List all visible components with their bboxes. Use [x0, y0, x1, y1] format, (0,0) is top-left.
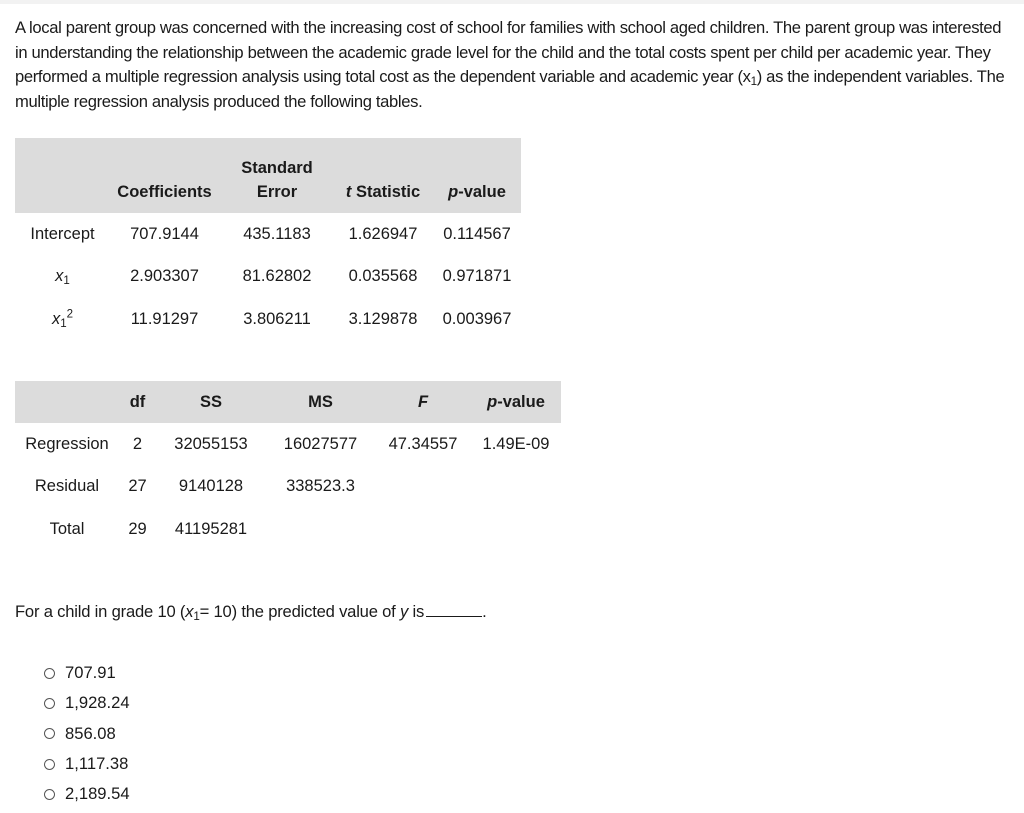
t-statistic-cell: 0.035568	[348, 267, 418, 286]
answer-option[interactable]	[44, 658, 130, 688]
intro-text-1: A local parent group was concerned with the increasing cost of school for families with school aged children. The parent group was interested in understanding the relationship between the academic grade level for the child and the total costs spent per child per academic year. They performed a multiple regression analysis using total cost as the dependent variable and academic year (x	[15, 18, 1002, 86]
header-t-statistic	[333, 138, 433, 213]
f-cell: 47.34557	[388, 434, 458, 453]
row-label	[15, 298, 108, 341]
radio-button-icon[interactable]	[44, 789, 55, 800]
header-blank	[15, 381, 119, 423]
table-row	[15, 298, 521, 341]
radio-button-icon[interactable]	[44, 668, 55, 679]
row-label: Intercept	[30, 224, 95, 243]
answer-blank	[426, 600, 482, 617]
header-t-italic: t	[345, 183, 352, 201]
row-label-var: x	[55, 267, 64, 286]
p-value-cell	[471, 508, 561, 551]
header-coefficients: Coefficients	[108, 138, 221, 213]
option-label: 2,189.54	[65, 784, 130, 804]
row-label	[15, 256, 108, 299]
header-p-rest: -value	[458, 183, 506, 201]
header-ss: SS	[156, 381, 266, 423]
problem-intro	[15, 16, 1010, 114]
row-label-sup: 2	[66, 308, 74, 321]
row-label: Total	[49, 519, 85, 538]
answer-options	[44, 658, 130, 809]
question-text-3: is	[408, 602, 425, 621]
option-label: 1,117.38	[65, 754, 129, 774]
question-sub: 1	[193, 609, 200, 623]
anova-table	[15, 381, 561, 551]
answer-option[interactable]	[44, 749, 130, 779]
table-row	[15, 423, 561, 466]
ms-cell	[266, 508, 375, 551]
p-value-cell: 1.49E-09	[482, 434, 550, 453]
header-blank	[15, 138, 108, 213]
coefficient-cell: 707.9144	[130, 224, 199, 243]
ss-cell: 41195281	[174, 519, 248, 538]
p-value-cell: 0.003967	[442, 309, 512, 328]
header-standard-error	[221, 138, 333, 213]
df-cell: 29	[128, 519, 147, 538]
header-se-line1: Standard	[241, 159, 313, 177]
radio-button-icon[interactable]	[44, 728, 55, 739]
row-label-var: x	[51, 309, 61, 328]
header-se-line2: Error	[256, 183, 298, 201]
answer-option[interactable]	[44, 779, 130, 809]
t-statistic-cell: 3.129878	[348, 309, 418, 328]
option-label: 856.08	[65, 723, 116, 743]
intro-subscript: 1	[750, 74, 757, 88]
p-value-cell: 0.971871	[442, 267, 512, 286]
standard-error-cell: 435.1183	[243, 224, 311, 243]
header-p-rest: -value	[497, 392, 545, 411]
f-cell	[375, 466, 471, 509]
coefficient-cell: 2.903307	[130, 267, 199, 286]
row-label: Residual	[34, 477, 100, 496]
radio-button-icon[interactable]	[44, 759, 55, 770]
header-ms: MS	[266, 381, 375, 423]
table-row	[15, 466, 561, 509]
header-p-value	[433, 138, 521, 213]
header-df: df	[119, 381, 156, 423]
row-label: Regression	[25, 434, 109, 453]
header-p-italic: p	[448, 183, 459, 201]
header-p-italic: p	[487, 392, 498, 411]
question-text-1: For a child in grade 10 (	[15, 602, 186, 621]
header-f: F	[375, 381, 471, 423]
coefficients-header-row	[15, 138, 521, 213]
standard-error-cell: 81.62802	[242, 267, 312, 286]
header-t-rest: Statistic	[351, 183, 421, 201]
option-label: 1,928.24	[65, 693, 130, 713]
coefficient-cell: 11.91297	[130, 309, 199, 328]
ms-cell: 16027577	[283, 434, 358, 453]
answer-option[interactable]	[44, 688, 130, 718]
df-cell: 27	[128, 477, 147, 496]
f-cell	[375, 508, 471, 551]
p-value-cell: 0.114567	[443, 224, 511, 243]
row-label-sub: 1	[60, 317, 67, 330]
table-row	[15, 213, 521, 256]
table-row	[15, 508, 561, 551]
option-label: 707.91	[65, 663, 116, 683]
question-prompt	[15, 600, 487, 624]
question-y-var: y	[400, 602, 409, 621]
top-strip	[0, 0, 1024, 4]
table-row	[15, 256, 521, 299]
question-text-2: = 10) the predicted value of	[199, 602, 400, 621]
ss-cell: 32055153	[174, 434, 248, 453]
ss-cell: 9140128	[178, 477, 244, 496]
intro-text-2: ) as the independent variables. The multiple regression analysis produced the following tables.	[15, 67, 1005, 111]
radio-button-icon[interactable]	[44, 698, 55, 709]
t-statistic-cell: 1.626947	[348, 224, 418, 243]
header-p-value	[471, 381, 561, 423]
ms-cell: 338523.3	[286, 477, 355, 496]
coefficients-table	[15, 138, 521, 341]
df-cell: 2	[132, 434, 143, 453]
row-label-sub: 1	[63, 275, 70, 288]
question-end: .	[482, 602, 487, 621]
question-var: x	[185, 602, 194, 621]
anova-header-row	[15, 381, 561, 423]
answer-option[interactable]	[44, 719, 130, 749]
p-value-cell	[471, 466, 561, 509]
standard-error-cell: 3.806211	[243, 309, 311, 328]
